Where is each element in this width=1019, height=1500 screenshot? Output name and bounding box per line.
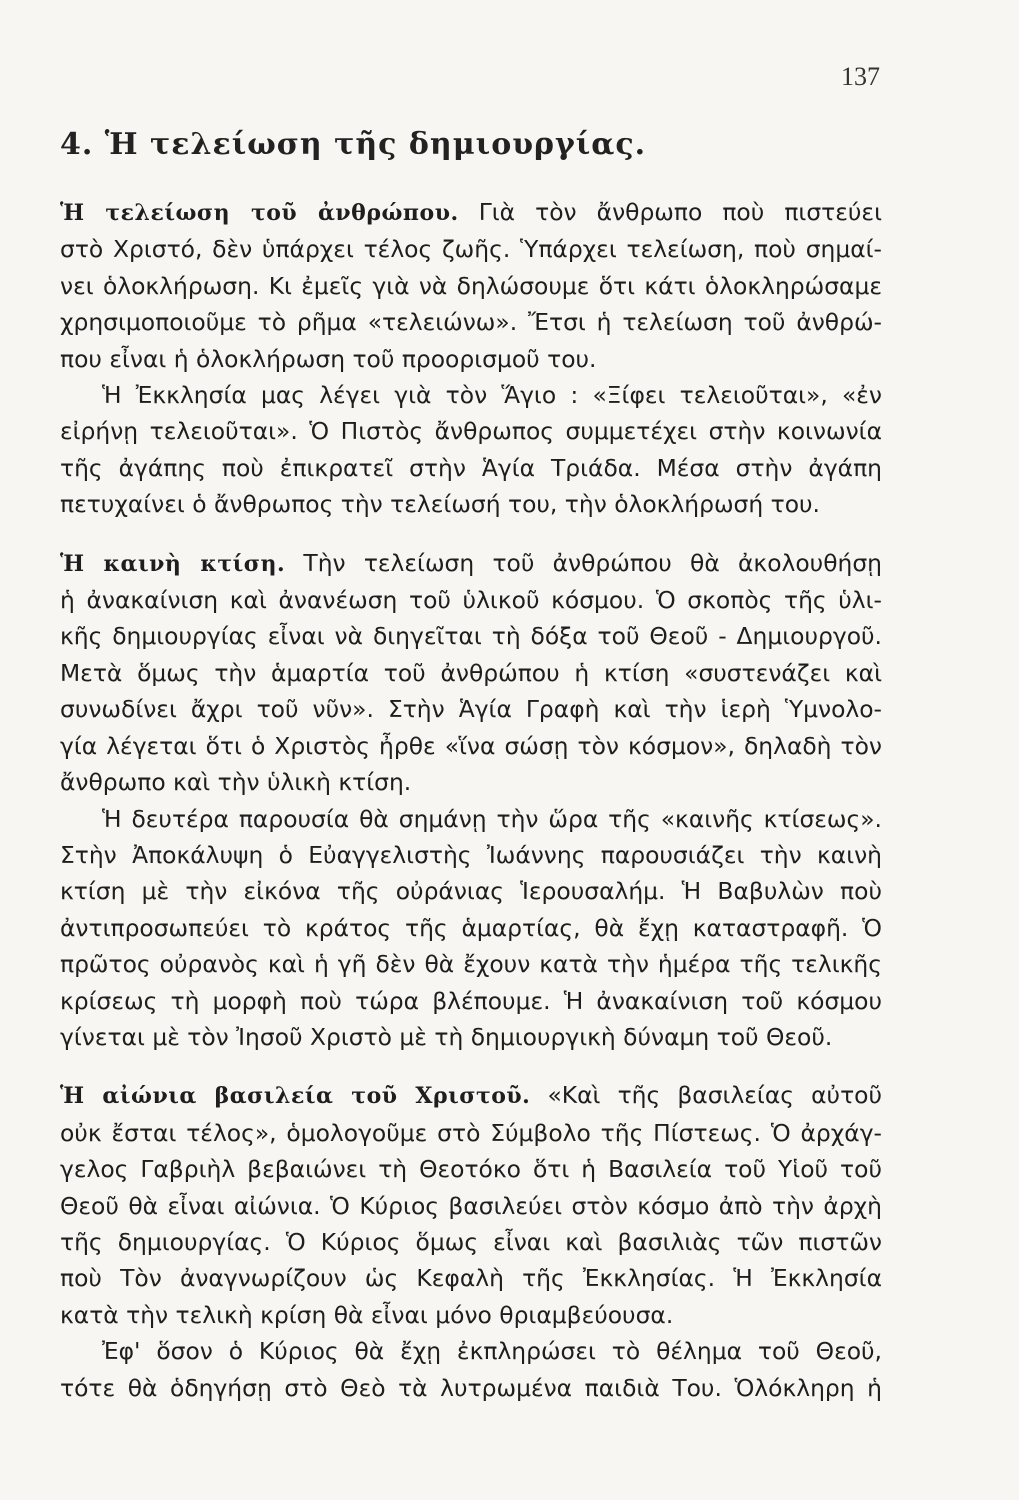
text-line: γελος Γαβριὴλ βεβαιώνει τὴ Θεοτόκο ὅτι ἡ Βασιλεία τοῦ Υἱοῦ τοῦ	[60, 1155, 882, 1184]
paragraph	[60, 801, 882, 1056]
text-line: Γιὰ τὸν ἄνθρωπο ποὺ πιστεύει	[458, 198, 882, 226]
text-line: Ἐφ' ὅσον ὁ Κύριος θὰ ἔχῃ ἐκπληρώσει τὸ θέλημα τοῦ Θεοῦ,	[102, 1337, 882, 1366]
text-line: γίνεται μὲ τὸν Ἰησοῦ Χριστὸ μὲ τὴ δημιουργικὴ δύναμη τοῦ Θεοῦ.	[60, 1022, 833, 1051]
chapter-title: 4. Ἡ τελείωση τῆς δημιουργίας.	[60, 127, 647, 162]
text-line: κρίσεως τὴ μορφὴ ποὺ τώρα βλέπουμε. Ἡ ἀνακαίνιση τοῦ κόσμου	[60, 986, 882, 1015]
text-line: Στὴν Ἀποκάλυψη ὁ Εὐαγγελιστὴς Ἰωάννης παρουσιάζει τὴν καινὴ	[60, 840, 882, 869]
section-heading: Ἡ αἰώνια βασιλεία τοῦ Χριστοῦ.	[60, 1083, 531, 1110]
text-line: Μετὰ ὅμως τὴν ἁμαρτία τοῦ ἀνθρώπου ἡ κτίση «συστενάζει καὶ	[60, 658, 882, 687]
text-line: τῆς ἀγάπης ποὺ ἐπικρατεῖ στὴν Ἁγία Τριάδα. Μέσα στὴν ἀγάπη	[60, 453, 882, 482]
text-line: κατὰ τὴν τελικὴ κρίση θὰ εἶναι μόνο θριαμβεύουσα.	[60, 1300, 674, 1329]
page-number: 137	[841, 62, 880, 91]
text-line: νει ὁλοκλήρωση. Κι ἐμεῖς γιὰ νὰ δηλώσουμε ὅτι κάτι ὁλοκληρώσαμε	[60, 271, 882, 300]
page-body	[60, 194, 882, 1406]
section-aionia-vasileia	[60, 1077, 882, 1406]
text-line: «Καὶ τῆς βασιλείας αὐτοῦ	[530, 1081, 882, 1110]
text-line: τότε θὰ ὁδηγήσῃ στὸ Θεὸ τὰ λυτρωμένα παιδιὰ Του. Ὁλόκληρη ἡ	[60, 1373, 882, 1402]
text-line: τῆς δημιουργίας. Ὁ Κύριος ὅμως εἶναι καὶ βασιλιὰς τῶν πιστῶν	[60, 1227, 882, 1256]
text-line: χρησιμοποιοῦμε τὸ ρῆμα «τελειώνω». Ἔτσι ἡ τελείωση τοῦ ἀνθρώ-	[60, 308, 882, 337]
text-line: κῆς δημιουργίας εἶναι νὰ διηγεῖται τὴ δόξα τοῦ Θεοῦ - Δημιουργοῦ.	[60, 622, 882, 651]
section-kaini-ktisi	[60, 545, 882, 1056]
section-heading: Ἡ καινὴ κτίση.	[60, 550, 286, 577]
section-heading: Ἡ τελείωση τοῦ ἀνθρώπου.	[60, 200, 459, 226]
paragraph	[60, 545, 882, 801]
text-line: κτίση μὲ τὴν εἰκόνα τῆς οὐράνιας Ἱερουσαλήμ. Ἡ Βαβυλὼν ποὺ	[60, 877, 882, 906]
paragraph	[60, 377, 882, 523]
paragraph	[60, 194, 882, 377]
text-line: Ἡ δευτέρα παρουσία θὰ σημάνῃ τὴν ὥρα τῆς «καινῆς κτίσεως».	[102, 804, 882, 833]
text-line: ἡ ἀνακαίνιση καὶ ἀνανέωση τοῦ ὑλικοῦ κόσμου. Ὁ σκοπὸς τῆς ὑλι-	[60, 586, 882, 615]
text-line: που εἶναι ἡ ὁλοκλήρωση τοῦ προορισμοῦ του.	[60, 344, 597, 373]
text-line: ποὺ Τὸν ἀναγνωρίζουν ὡς Κεφαλὴ τῆς Ἐκκλησίας. Ἡ Ἐκκλησία	[60, 1264, 882, 1293]
text-line: εἰρήνῃ τελειοῦται». Ὁ Πιστὸς ἄνθρωπος συμμετέχει στὴν κοινωνία	[60, 417, 882, 446]
text-line: Θεοῦ θὰ εἶναι αἰώνια. Ὁ Κύριος βασιλεύει στὸν κόσμο ἀπὸ τὴν ἀρχὴ	[60, 1191, 882, 1220]
text-line: συνωδίνει ἄχρι τοῦ νῦν». Στὴν Ἁγία Γραφὴ καὶ τὴν ἱερὴ Ὑμνολο-	[60, 695, 882, 724]
text-line: ἀντιπροσωπεύει τὸ κράτος τῆς ἁμαρτίας, θὰ ἔχῃ καταστραφῆ. Ὁ	[60, 913, 882, 942]
text-line: Τὴν τελείωση τοῦ ἀνθρώπου θὰ ἀκολουθήσῃ	[285, 548, 882, 577]
text-line: πρῶτος οὐρανὸς καὶ ἡ γῆ δὲν θὰ ἔχουν κατὰ τὴν ἡμέρα τῆς τελικῆς	[60, 950, 882, 979]
text-line: πετυχαίνει ὁ ἄνθρωπος τὴν τελείωσή του, τὴν ὁλοκλήρωσή του.	[60, 490, 820, 519]
text-line: οὐκ ἔσται τέλος», ὁμολογοῦμε στὸ Σύμβολο τῆς Πίστεως. Ὁ ἀρχάγ-	[60, 1118, 882, 1147]
section-teleiosi-anthropou	[60, 194, 882, 523]
text-line: ἄνθρωπο καὶ τὴν ὑλικὴ κτίση.	[60, 768, 412, 797]
paragraph	[60, 1333, 882, 1406]
text-line: Ἡ Ἐκκλησία μας λέγει γιὰ τὸν Ἅγιο : «Ξίφει τελειοῦται», «ἐν	[102, 381, 882, 410]
text-line: γία λέγεται ὅτι ὁ Χριστὸς ἦρθε «ἵνα σώσῃ τὸν κόσμον», δηλαδὴ τὸν	[60, 731, 882, 760]
text-line: στὸ Χριστό, δὲν ὑπάρχει τέλος ζωῆς. Ὑπάρχει τελείωση, ποὺ σημαί-	[60, 235, 882, 264]
paragraph	[60, 1077, 882, 1333]
